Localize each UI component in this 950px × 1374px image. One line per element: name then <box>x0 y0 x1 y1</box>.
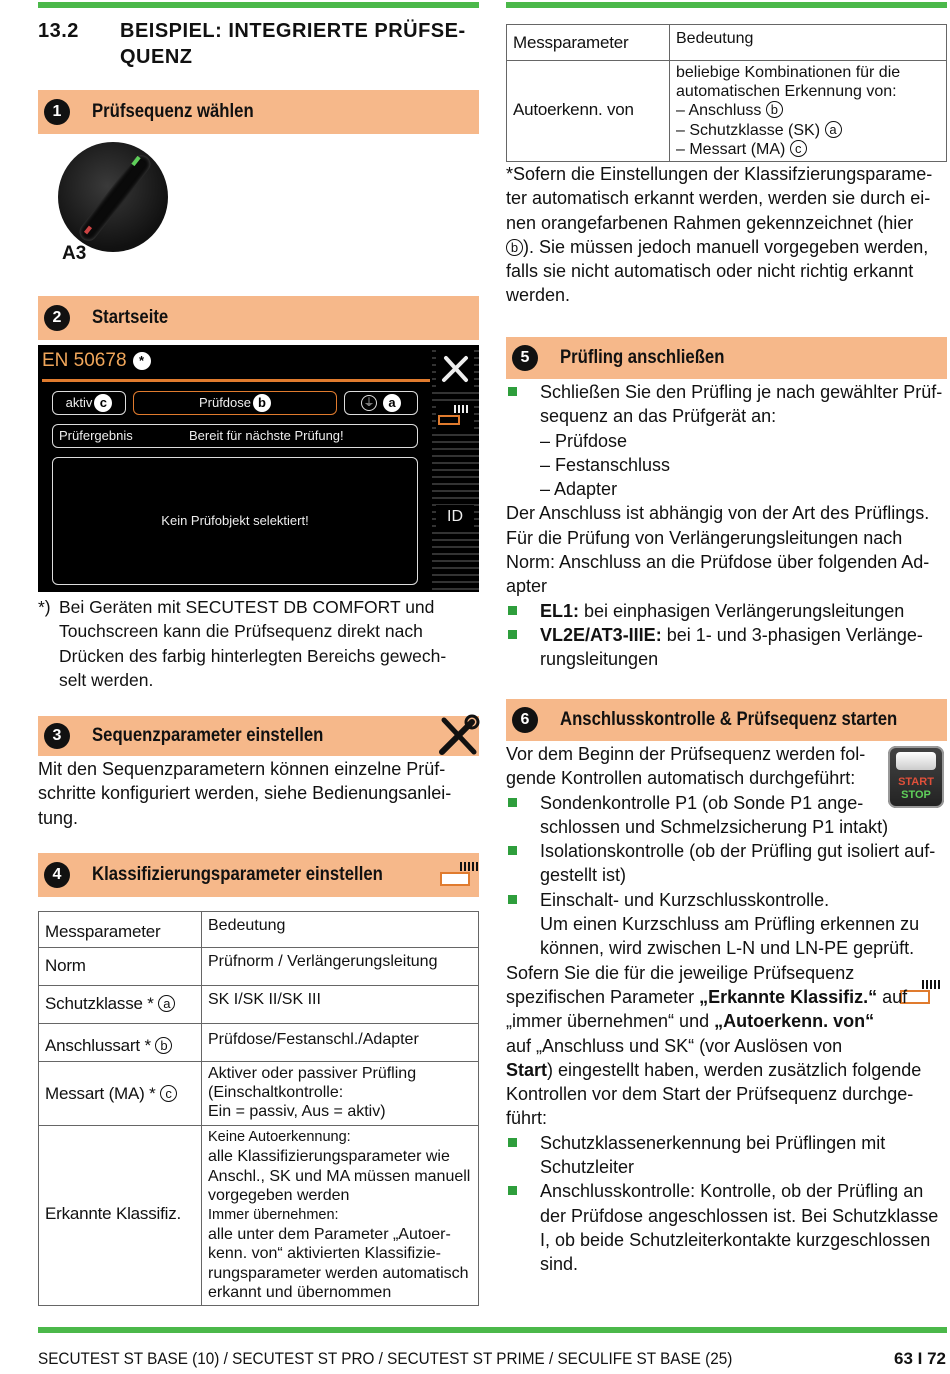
footer-rule <box>38 1327 947 1333</box>
step6-text: Vor dem Beginn der Prüfsequenz werden fol- gende Kontrollen automatisch durchgeführt: Sondenkontrolle P1 (ob Sonde P1 ange- schlossen und Schmelzsicherung P1 intakt) Isolationskontrolle (ob der Prüfling gut isoliert auf- gestellt ist) Einschalt- und Kurzschlusskontrolle. Um einen Kurzschluss am Prüfling erkennen zu können, wird zwischen L-N und LN-PE geprüft. Sofern Sie die für die jeweilige Prüfsequenz spezifischen Parameter „Erkannte Klassifiz.“ auf „immer übernehmen“ und „Autoerkenn. von“ auf „Anschluss und SK“ (vor Auslösen von Start) eingestellt haben, werden zusätzlich folgende Kontrollen vor dem Start der Prüfsequenz durchge- führt: Schutzklassenerkennung bei Prüflingen mit Schutzleiter Anschlusskontrolle: Kontrolle, ob der Prüfling an der Prüfdose angeschlossen ist. Bei Schutzklasse I, ob beide Schutzleiterkontakte kurzgeschlossen sind. <box>506 742 947 1277</box>
norm-asterisk-mark: * <box>133 352 151 370</box>
chapter-title: BEISPIEL: INTEGRIERTE PRÜFSE- QUENZ <box>120 20 466 68</box>
table1-meaning: Keine Autoerkennung: alle Klassifizierungsparameter wie Anschl., SK und MA müssen manuell vorgegeben werden Immer übernehmen: alle unter dem Parameter „Autoer- kenn. von“ aktivierten Klassifizie- rungsparameter werden automatisch erkannt und übernommen <box>202 1126 479 1306</box>
classification-table <box>38 911 479 1306</box>
norm-label[interactable]: EN 50678 * <box>42 349 151 373</box>
step2-header <box>38 296 479 340</box>
step5-title: Prüfling anschließen <box>560 347 725 368</box>
step3-text: Mit den Sequenzparametern können einzelne Prüf- schritte konfiguriert werden, siehe Bedienungsanlei- tung. <box>38 759 452 828</box>
step5-bullet: EL1: bei einphasigen Verlängerungsleitungen <box>506 599 947 623</box>
table2-header-meaning: Bedeutung <box>670 25 947 61</box>
step5-bullet: Schließen Sie den Prüfling je nach gewählter Prüf- sequenz an das Prüfgerät an: <box>506 380 947 429</box>
chapter-number: 13.2 <box>38 20 79 42</box>
object-area[interactable]: Kein Prüfobjekt selektiert! <box>52 457 418 585</box>
table1-param: Norm <box>39 948 202 986</box>
footnote-mark: *) <box>38 597 51 617</box>
table1-header-meaning: Bedeutung <box>202 912 479 948</box>
top-rule-right <box>506 2 947 8</box>
step6-number: 6 <box>512 707 538 733</box>
footnote-text: Bei Geräten mit SECUTEST DB COMFORT und Touchscreen kann die Prüfsequenz direkt nach Drücken des farbig hinterlegten Bereichs gewech- selt werden. <box>59 597 447 690</box>
table1-param: Erkannte Klassifiz. <box>39 1126 202 1306</box>
step6-bullet: Einschalt- und Kurzschlusskontrolle. Um einen Kurzschluss am Prüfling erkennen zu können, wird zwischen L-N und LN-PE geprüft. <box>506 888 947 961</box>
ground-icon: ⏚ <box>361 395 377 411</box>
step1-number: 1 <box>44 99 70 125</box>
autodetect-table <box>506 24 947 162</box>
table1-param: Anschlussart * b <box>39 1024 202 1062</box>
table1-meaning: SK I/SK II/SK III <box>202 986 479 1024</box>
table1-row-schutzklasse <box>39 986 479 1024</box>
classification-icon-step4 <box>440 860 480 890</box>
step6-bullet: Sondenkontrolle P1 (ob Sonde P1 ange- schlossen und Schmelzsicherung P1 intakt) <box>506 791 947 840</box>
protective-class-button[interactable] <box>344 391 418 415</box>
step4-header <box>38 853 479 897</box>
aktiv-mark: c <box>94 394 112 412</box>
knob-position-label: A3 <box>62 243 87 264</box>
step1-header <box>38 90 479 134</box>
step6-bullet: Anschlusskontrolle: Kontrolle, ob der Prüfling an der Prüfdose angeschlossen ist. Bei Schutzklasse I, ob beide Schutzleiterkontakte kurzgeschlossen sind. <box>506 1179 947 1276</box>
screen-sidebar <box>432 345 479 592</box>
aktiv-button[interactable]: aktiv c <box>52 391 126 415</box>
table2-meaning: beliebige Kombinationen für die automatischen Erkennung von: – Anschluss b – Schutzklasse (SK) a – Messart (MA) c <box>670 61 947 162</box>
step1-title: Prüfsequenz wählen <box>92 101 254 122</box>
table1-meaning: Prüfdose/Festanschl./Adapter <box>202 1024 479 1062</box>
table2-header-param: Messparameter <box>507 25 670 61</box>
top-rule-left <box>38 2 479 8</box>
ground-mark: a <box>383 394 401 412</box>
autodetect-note: *Sofern die Einstellungen der Klassifzierungsparame- ter automatisch erkannt werden, werden sie durch ei- nen orangefarbenen Rahmen gekennzeichnet (hier b ). Sie müssen jedoch manuell vorgegeben werden, falls sie nicht automatisch oder nicht richtig erkannt werden. <box>506 164 933 306</box>
step2-number: 2 <box>44 305 70 331</box>
step5-text: Schließen Sie den Prüfling je nach gewählter Prüf- sequenz an das Prüfgerät an: – Prüfdose – Festanschluss – Adapter Der Anschluss ist abhängig von der Art des Prüflings. Für die Prüfung von Verlängerungsleitungen nach Norm: Anschluss an die Prüfdose über folgenden Ad- apter EL1: bei einphasigen Verlängerungsleitungen VL2E/AT3-IIIE: bei 1- und 3-phasigen Verlänge- rungsleitungen <box>506 380 947 672</box>
step3-title: Sequenzparameter einstellen <box>92 725 324 746</box>
id-button[interactable]: ID <box>436 505 474 529</box>
orange-divider <box>42 379 430 382</box>
table1-param: Schutzklasse * a <box>39 986 202 1024</box>
footer-product-line: SECUTEST ST BASE (10) / SECUTEST ST PRO / SECUTEST ST PRIME / SECULIFE ST BASE (25) <box>38 1349 733 1368</box>
start-stop-button: START STOP <box>888 746 944 808</box>
table2-param: Autoerkenn. von <box>507 61 670 162</box>
step3-number: 3 <box>44 723 70 749</box>
table1-param: Messart (MA) * c <box>39 1062 202 1126</box>
table1-header-param: Messparameter <box>39 912 202 948</box>
tools-icon-step3 <box>436 714 480 758</box>
table1-row-anschlussart <box>39 1024 479 1062</box>
step5-number: 5 <box>512 345 538 371</box>
table1-meaning: Prüfnorm / Verlängerungsleitung <box>202 948 479 986</box>
selector-knob-image <box>58 142 168 252</box>
step2-title: Startseite <box>92 307 169 328</box>
step6-bullet: Schutzklassenerkennung bei Prüflingen mit Schutzleiter <box>506 1131 947 1180</box>
step6-bullet: Isolationskontrolle (ob der Prüfling gut isoliert auf- gestellt ist) <box>506 839 947 888</box>
step6-header <box>506 699 947 741</box>
step5-header <box>506 337 947 379</box>
step3-header <box>38 716 479 756</box>
pruefdose-button[interactable]: Prüfdose b <box>133 391 337 415</box>
page-number: 63 I 72 <box>894 1349 946 1368</box>
step5-bullet: VL2E/AT3-IIIE: bei 1- und 3-phasigen Verlänge- rungsleitungen <box>506 623 947 672</box>
result-field: Prüfergebnis Bereit für nächste Prüfung! <box>52 424 418 448</box>
step4-title: Klassifizierungsparameter einstellen <box>92 864 383 885</box>
table1-row-norm <box>39 948 479 986</box>
step6-title: Anschlusskontrolle & Prüfsequenz starten <box>560 709 898 730</box>
device-screen <box>38 345 479 592</box>
tools-icon[interactable] <box>436 349 474 389</box>
step4-number: 4 <box>44 862 70 888</box>
classification-icon[interactable] <box>436 401 474 431</box>
table1-row-erkannt <box>39 1126 479 1306</box>
table1-row-messart <box>39 1062 479 1126</box>
pruefdose-mark: b <box>253 394 271 412</box>
table1-meaning: Aktiver oder passiver Prüfling (Einschaltkontrolle: Ein = passiv, Aus = aktiv) <box>202 1062 479 1126</box>
